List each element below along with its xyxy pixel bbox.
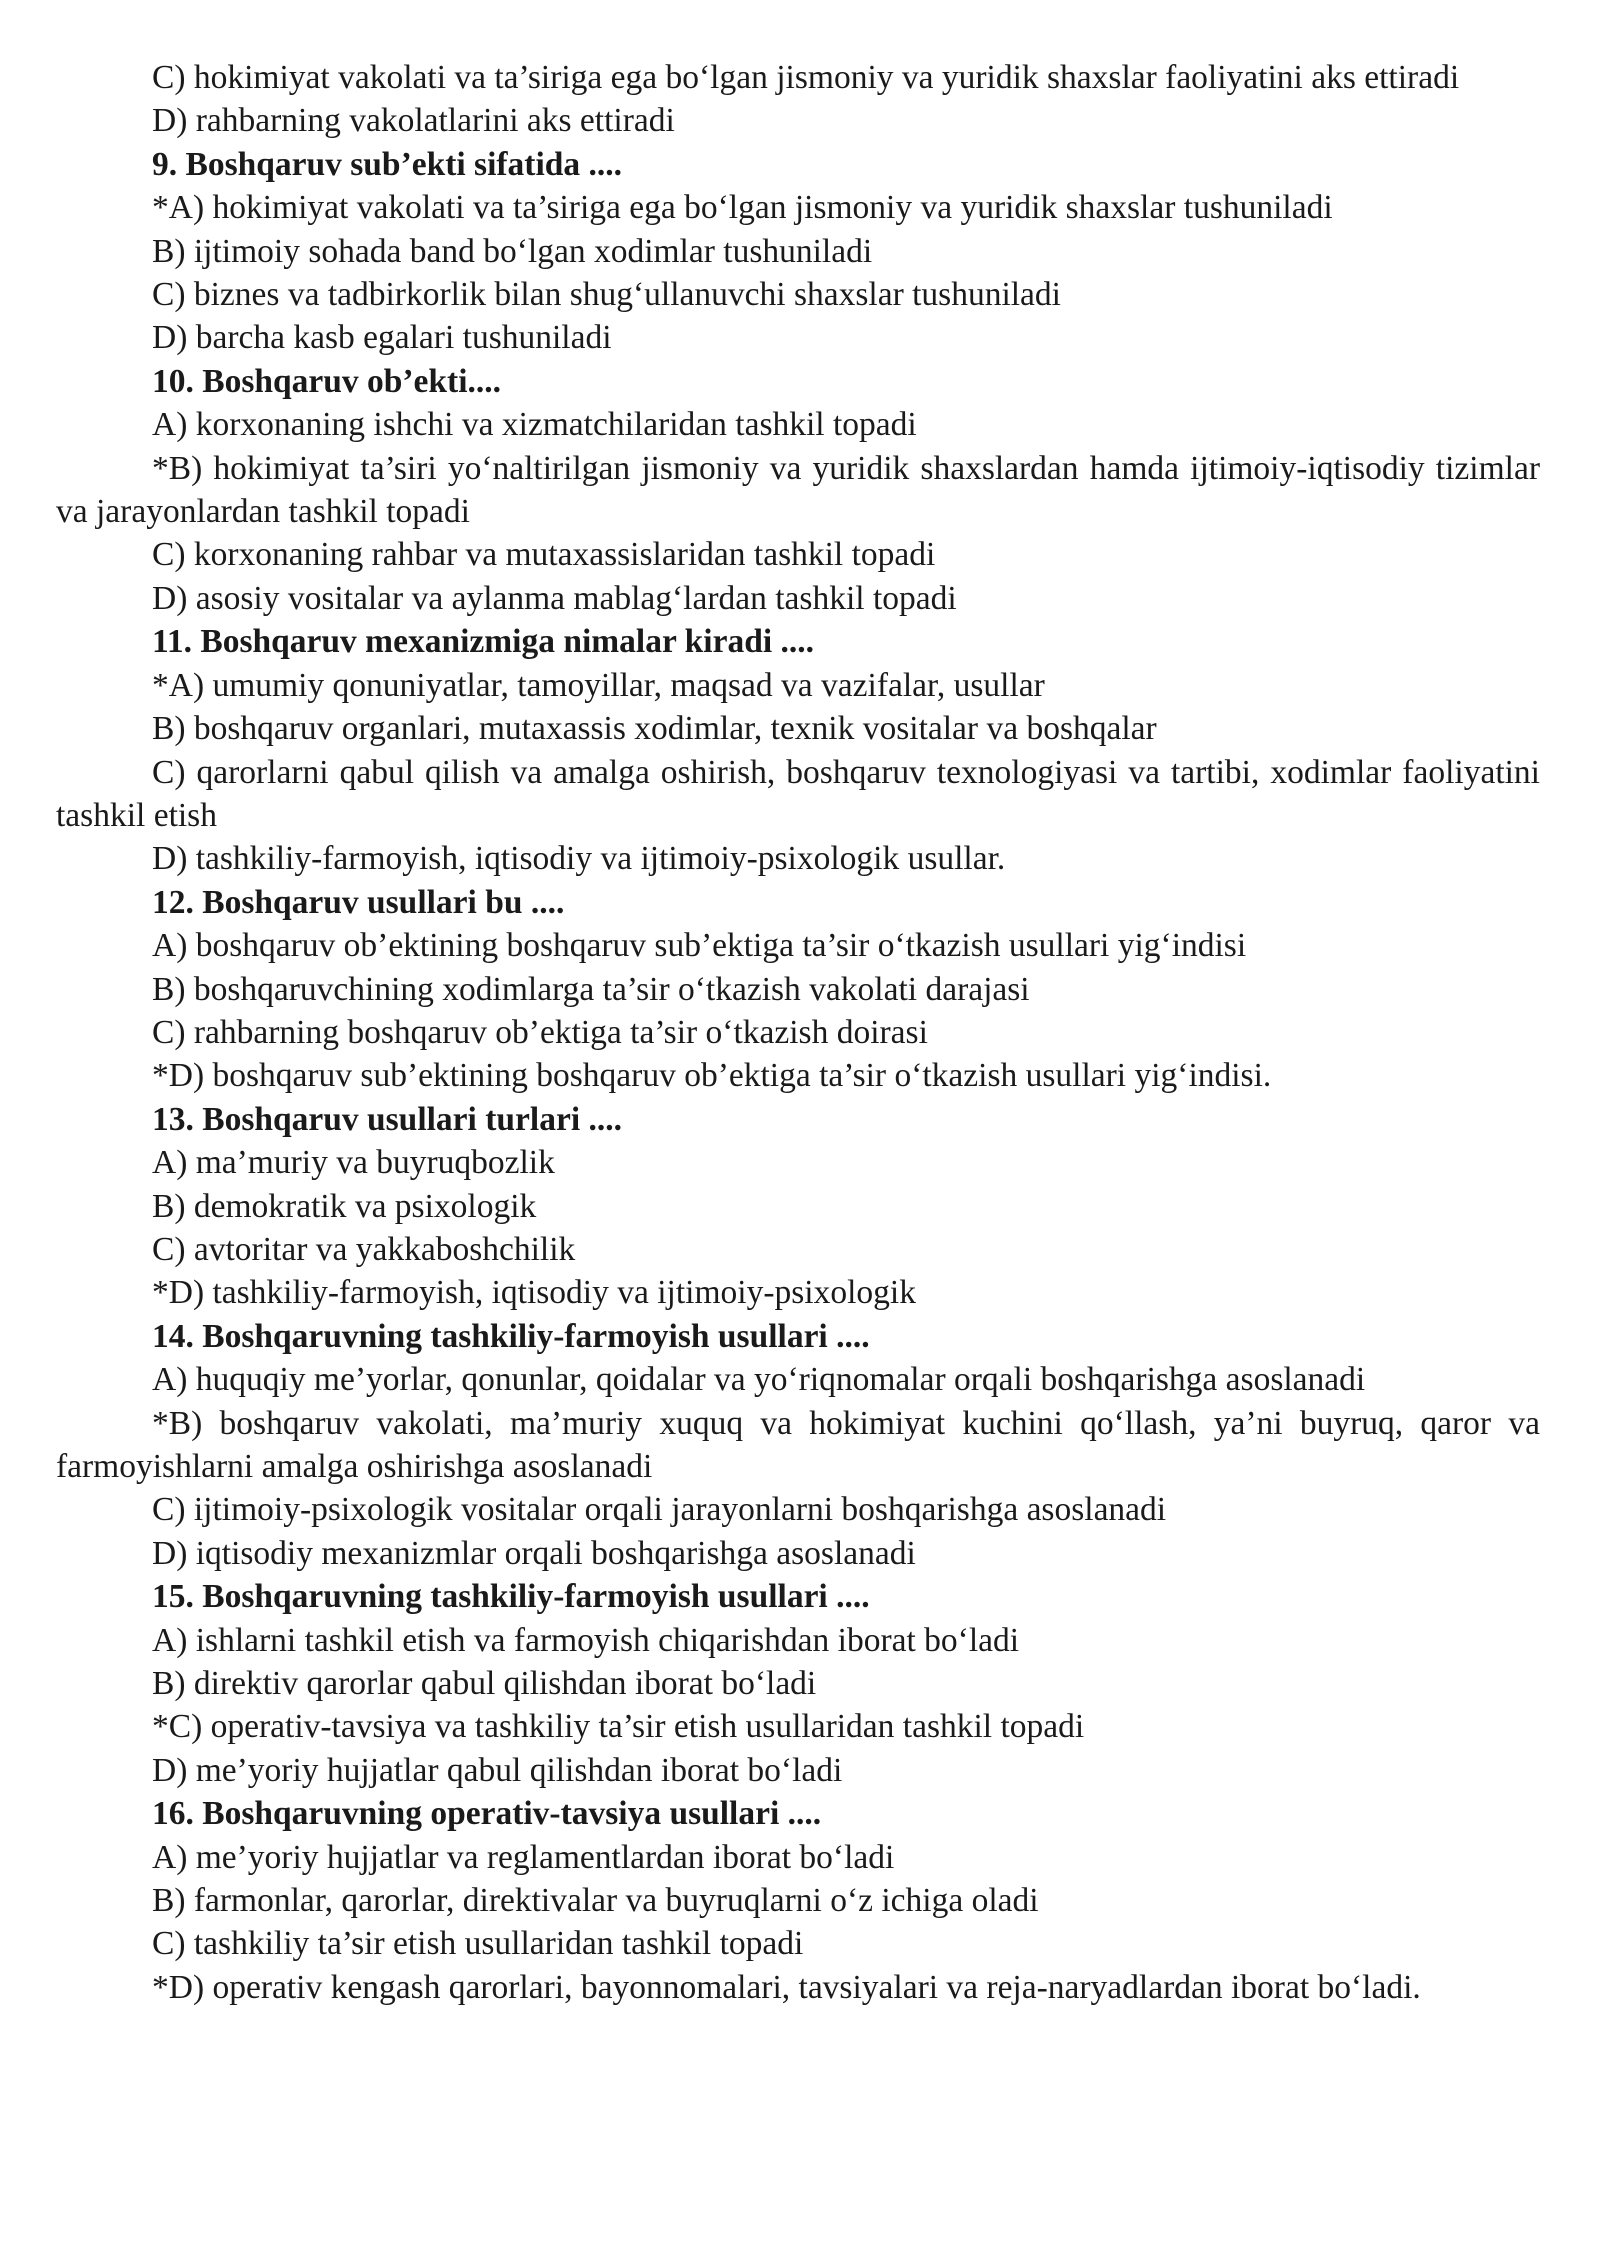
answer-option: C) ijtimoiy-psixologik vositalar orqali jarayonlarni boshqarishga asoslanadi [152,1491,1167,1529]
question-heading: 16. Boshqaruvning operativ-tavsiya usullari .... [152,1795,822,1833]
question-heading: 10. Boshqaruv ob’ekti.... [152,362,502,400]
answer-option: D) tashkiliy-farmoyish, iqtisodiy va ijtimoiy-psixologik usullar. [152,840,1006,878]
answer-option: A) ishlarni tashkil etish va farmoyish chiqarishdan iborat bo‘ladi [152,1621,1020,1659]
answer-option: D) iqtisodiy mexanizmlar orqali boshqarishga asoslanadi [152,1534,916,1572]
answer-option: B) ijtimoiy sohada band bo‘lgan xodimlar tushuniladi [152,232,873,270]
answer-option: C) korxonaning rahbar va mutaxassislaridan tashkil topadi [152,536,936,574]
answer-option: *D) tashkiliy-farmoyish, iqtisodiy va ijtimoiy-psixologik [152,1274,916,1312]
answer-option: A) huquqiy me’yorlar, qonunlar, qoidalar va yo‘riqnomalar orqali boshqarishga asoslanadi [152,1361,1366,1399]
answer-option: A) boshqaruv ob’ektining boshqaruv sub’ektiga ta’sir o‘tkazish usullari yig‘indisi [152,927,1247,965]
answer-option: D) barcha kasb egalari tushuniladi [152,319,612,357]
answer-option: B) boshqaruv organlari, mutaxassis xodimlar, texnik vositalar va boshqalar [152,710,1157,748]
answer-option: A) korxonaning ishchi va xizmatchilaridan tashkil topadi [152,406,917,444]
document-page [56,56,1540,2009]
answer-option: C) rahbarning boshqaruv ob’ektiga ta’sir o‘tkazish doirasi [152,1013,928,1051]
question-heading: 9. Boshqaruv sub’ekti sifatida .... [152,145,623,183]
answer-option: C) biznes va tadbirkorlik bilan shug‘ullanuvchi shaxslar tushuniladi [152,276,1061,314]
answer-option: C) hokimiyat vakolati va ta’siriga ega bo‘lgan jismoniy va yuridik shaxslar faoliyatini aks ettiradi [152,59,1460,96]
answer-option: B) farmonlar, qarorlar, direktivalar va buyruqlarni o‘z ichiga oladi [152,1882,1039,1920]
answer-option: *A) hokimiyat vakolati va ta’siriga ega bo‘lgan jismoniy va yuridik shaxslar tushuniladi [152,189,1333,227]
answer-option: C) tashkiliy ta’sir etish usullaridan tashkil topadi [152,1925,804,1963]
question-heading: 15. Boshqaruvning tashkiliy-farmoyish usullari .... [152,1578,870,1616]
answer-option: *B) hokimiyat ta’siri yo‘naltirilgan jismoniy va yuridik shaxslardan hamda ijtimoiy-iqtisodiy tizimlar va jarayonlardan tashkil topadi [56,449,1540,531]
answer-option: D) asosiy vositalar va aylanma mablag‘lardan tashkil topadi [152,579,957,617]
question-heading: 12. Boshqaruv usullari bu .... [152,883,565,921]
answer-option: *B) boshqaruv vakolati, ma’muriy xuquq va hokimiyat kuchini qo‘llash, ya’ni buyruq, qaror va farmoyishlarni amalga oshirishga asoslanadi [56,1404,1540,1485]
question-heading: 14. Boshqaruvning tashkiliy-farmoyish usullari .... [152,1317,870,1355]
answer-option: *D) operativ kengash qarorlari, bayonnomalari, tavsiyalari va reja-naryadlardan iborat bo‘ladi. [152,1968,1421,2006]
answer-option: A) me’yoriy hujjatlar va reglamentlardan iborat bo‘ladi [152,1838,895,1876]
answer-option: A) ma’muriy va buyruqbozlik [152,1144,555,1182]
answer-option: C) avtoritar va yakkaboshchilik [152,1230,576,1268]
answer-option: *D) boshqaruv sub’ektining boshqaruv ob’ektiga ta’sir o‘tkazish usullari yig‘indisi. [152,1057,1272,1095]
answer-option: C) qarorlarni qabul qilish va amalga oshirish, boshqaruv texnologiyasi va tartibi, xodimlar faoliyatini tashkil etish [56,753,1540,834]
answer-option: B) boshqaruvchining xodimlarga ta’sir o‘tkazish vakolati darajasi [152,970,1030,1008]
answer-option: B) direktiv qarorlar qabul qilishdan iborat bo‘ladi [152,1665,817,1703]
answer-option: D) rahbarning vakolatlarini aks ettiradi [152,102,675,140]
answer-option: B) demokratik va psixologik [152,1187,537,1225]
question-heading: 13. Boshqaruv usullari turlari .... [152,1100,622,1138]
answer-option: *C) operativ-tavsiya va tashkiliy ta’sir etish usullaridan tashkil topadi [152,1708,1085,1746]
answer-option: *A) umumiy qonuniyatlar, tamoyillar, maqsad va vazifalar, usullar [152,666,1045,704]
answer-option: D) me’yoriy hujjatlar qabul qilishdan iborat bo‘ladi [152,1751,843,1789]
question-heading: 11. Boshqaruv mexanizmiga nimalar kiradi .... [152,623,815,661]
